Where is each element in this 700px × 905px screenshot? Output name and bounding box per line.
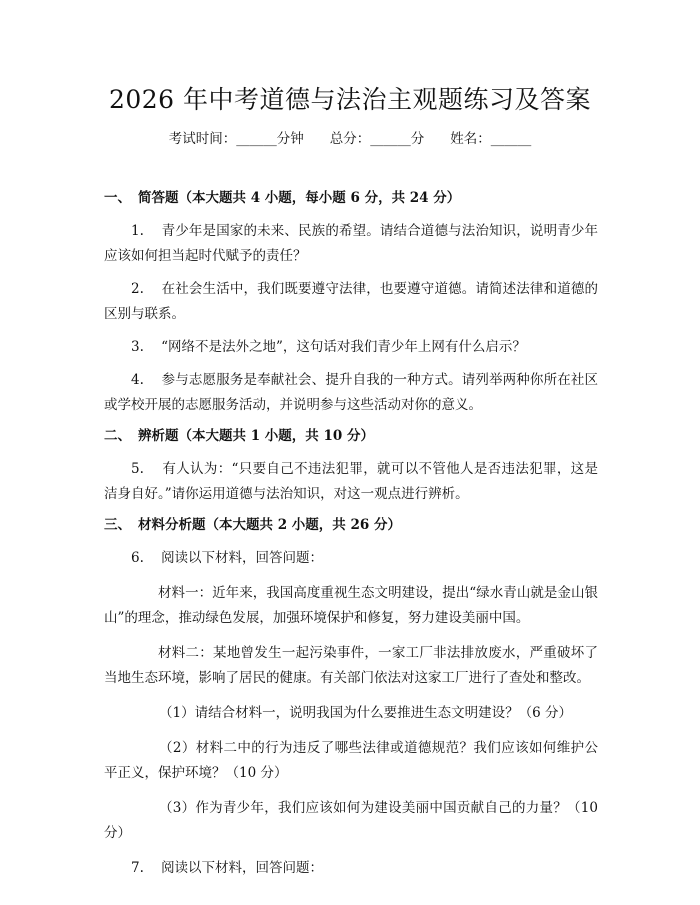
question-item: 6. 阅读以下材料，回答问题： [131,550,324,566]
question-item: 1. 青少年是国家的未来、民族的希望。请结合道德与法治知识，说明青少年应该如何担当起时代赋予的责任？ [104,223,598,264]
sub-question: （1）请结合材料一，说明我国为什么要推进生态文明建设？（6 分） [159,705,572,721]
sub-question: （2）材料二中的行为违反了哪些法律或道德规范？我们应该如何维护公平正义，保护环境？（10 分） [104,740,598,781]
section-heading: 一、 简答题（本大题共 4 小题，每小题 6 分，共 24 分） [104,190,461,206]
document-title: 2026 年中考道德与法治主观题练习及答案 [108,85,592,114]
sub-question: （3）作为青少年，我们应该如何为建设美丽中国贡献自己的力量？（10 分） [104,800,598,841]
document-body [104,186,598,881]
section-heading: 三、 材料分析题（本大题共 2 小题，共 26 分） [104,517,401,533]
question-item: 2. 在社会生活中，我们既要遵守法律，也要遵守道德。请简述法律和道德的区别与联系。 [104,281,598,322]
section-heading: 二、 辨析题（本大题共 1 小题，共 10 分） [104,428,374,444]
question-item: 5. 有人认为：“只要自己不违法犯罪，就可以不管他人是否违法犯罪，这是洁身自好。”请你运用道德与法治知识，对这一观点进行辨析。 [104,461,598,502]
question-item: 4. 参与志愿服务是奉献社会、提升自我的一种方式。请列举两种你所在社区或学校开展的志愿服务活动，并说明参与这些活动对你的意义。 [104,372,598,413]
question-item: 7. 阅读以下材料，回答问题： [131,860,324,876]
question-item: 3. “网络不是法外之地”，这句话对我们青少年上网有什么启示？ [131,339,526,355]
exam-meta [0,128,700,150]
material-paragraph: 材料二：某地曾发生一起污染事件，一家工厂非法排放废水，严重破坏了当地生态环境，影响了居民的健康。有关部门依法对这家工厂进行了查处和整改。 [104,645,598,686]
total-score: 总分：______分 [329,131,425,147]
material-paragraph: 材料一：近年来，我国高度重视生态文明建设，提出“绿水青山就是金山银山”的理念，推动绿色发展，加强环境保护和修复，努力建设美丽中国。 [104,585,598,626]
student-name: 姓名：______ [450,131,532,147]
exam-time: 考试时间：______分钟 [168,131,304,147]
